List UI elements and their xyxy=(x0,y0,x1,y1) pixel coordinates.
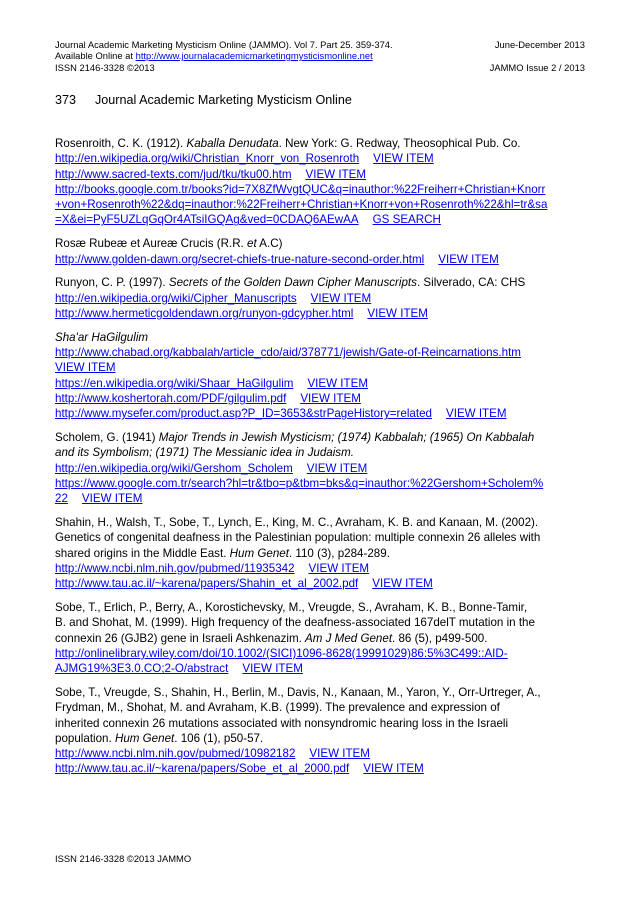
available-prefix: Available Online at xyxy=(55,50,136,61)
reference-text: . 106 (1), p50-57. xyxy=(174,731,264,745)
reference-entry xyxy=(55,430,605,506)
reference-url-link[interactable]: http://en.wikipedia.org/wiki/Christian_Knorr_von_Rosenroth xyxy=(55,152,360,166)
reference-url-link[interactable]: http://www.ncbi.nlm.nih.gov/pubmed/11935342 xyxy=(55,561,295,575)
availability-line xyxy=(55,50,585,61)
reference-line xyxy=(55,391,605,406)
reference-line xyxy=(55,167,605,182)
reference-text: Sobe, T., Vreugde, S., Shahin, H., Berlin, M., Davis, N., Kanaan, M., Yaron, Y., Orr-Urtreger, A., xyxy=(55,686,541,699)
reference-line xyxy=(55,700,605,715)
reference-url-link[interactable]: http://www.chabad.org/kabbalah/article_cdo/aid/378771/jewish/Gate-of-Reincarnations.htm xyxy=(55,346,521,360)
reference-line xyxy=(55,406,605,421)
reference-text: Frydman, M., Shohat, M. and Avraham, K.B. (1999). The prevalence and expression of xyxy=(55,701,500,715)
reference-line xyxy=(55,476,605,491)
reference-url-link[interactable]: AJMG19%3E3.0.CO;2-O/abstract xyxy=(55,662,229,676)
reference-line xyxy=(55,561,605,576)
reference-text: shared origins in the Middle East. xyxy=(55,546,230,560)
reference-line xyxy=(55,275,605,290)
reference-italic-text: Am J Med Genet xyxy=(305,631,393,645)
reference-entry xyxy=(55,236,605,267)
view-item-link[interactable]: VIEW ITEM xyxy=(305,167,367,181)
reference-line xyxy=(55,631,605,646)
reference-text: B. and Shohat, M. (1999). High frequency of the deafness-associated 167delT mutation in the xyxy=(55,616,535,630)
page-footer: ISSN 2146-3328 ©2013 JAMMO xyxy=(55,853,192,864)
issn-text: ISSN 2146-3328 ©2013 xyxy=(55,62,155,73)
reference-list xyxy=(55,136,605,785)
reference-entry xyxy=(55,515,605,591)
reference-line xyxy=(55,376,605,391)
reference-italic-text: Kaballa Denudata xyxy=(186,137,279,150)
reference-italic-text: Hum Genet xyxy=(114,731,175,745)
reference-line xyxy=(55,530,605,545)
running-header xyxy=(55,39,585,50)
reference-url-link[interactable]: http://onlinelibrary.wiley.com/doi/10.1002/(SICI)1096-8628(19991029)86:5%3C499::AID- xyxy=(55,646,508,660)
reference-text: Scholem, G. (1941) xyxy=(55,431,159,445)
reference-line xyxy=(55,252,605,267)
page-number: 373 xyxy=(55,93,77,107)
reference-url-link[interactable]: http://www.tau.ac.il/~karena/papers/Shahin_et_al_2002.pdf xyxy=(55,577,359,591)
reference-line xyxy=(55,212,605,227)
reference-line xyxy=(55,546,605,561)
reference-line xyxy=(55,576,605,591)
reference-italic-text: Secrets of the Golden Dawn Cipher Manuscripts xyxy=(168,276,417,290)
reference-url-link[interactable]: http://www.koshertorah.com/PDF/gilgulim.pdf xyxy=(55,391,287,405)
reference-entry xyxy=(55,330,605,422)
reference-line xyxy=(55,136,605,151)
view-item-link[interactable]: VIEW ITEM xyxy=(308,561,370,575)
view-item-link[interactable]: VIEW ITEM xyxy=(300,391,361,405)
reference-line xyxy=(55,430,605,445)
reference-line xyxy=(55,615,605,630)
reference-line xyxy=(55,182,605,197)
reference-entry xyxy=(55,600,605,676)
reference-text: . 86 (5), p499-500. xyxy=(392,631,488,645)
reference-line xyxy=(55,685,605,700)
reference-italic-text: Sha'ar HaGilgulim xyxy=(55,330,149,344)
reference-italic-text: Hum Genet xyxy=(229,546,289,560)
view-item-link[interactable]: VIEW ITEM xyxy=(445,407,507,421)
reference-text: . 110 (3), p284-289. xyxy=(288,546,390,560)
reference-url-link[interactable]: http://www.ncbi.nlm.nih.gov/pubmed/10982182 xyxy=(55,747,296,761)
view-item-link[interactable]: VIEW ITEM xyxy=(373,152,434,166)
view-item-link[interactable]: VIEW ITEM xyxy=(309,747,370,761)
view-item-link[interactable]: VIEW ITEM xyxy=(438,252,499,266)
reference-entry xyxy=(55,275,605,321)
view-item-link[interactable]: VIEW ITEM xyxy=(367,306,428,320)
reference-line xyxy=(55,236,605,251)
reference-text: Runyon, C. P. (1997). xyxy=(55,276,169,290)
reference-line xyxy=(55,661,605,676)
reference-url-link[interactable]: http://www.mysefer.com/product.asp?P_ID=3653&strPageHistory=related xyxy=(55,407,432,421)
reference-url-link[interactable]: https://en.wikipedia.org/wiki/Shaar_HaGilgulim xyxy=(55,376,294,390)
reference-text: Rosenroith, C. K. (1912). xyxy=(55,137,187,150)
journal-line: Journal Academic Marketing Mysticism Online (JAMMO). Vol 7. Part 25. 359-374. xyxy=(55,39,393,50)
view-item-link[interactable]: VIEW ITEM xyxy=(81,492,143,506)
reference-text: inherited connexin 26 mutations associated with nonsyndromic hearing loss in the Israeli xyxy=(55,716,509,730)
reference-text: . New York: G. Redway, Theosophical Pub. Co. xyxy=(278,137,521,150)
reference-entry xyxy=(55,136,605,228)
reference-url-link[interactable]: +von+Rosenroth%22&dq=inauthor:%22Freiherr+Christian+Knorr+von+Rosenroth%22&hl=tr&sa xyxy=(55,198,548,212)
reference-italic-text: and its Symbolism; (1971) The Messianic idea in Judaism. xyxy=(55,446,354,460)
journal-url-link[interactable]: http://www.journalacademicmarketingmysticismonline.net xyxy=(135,50,373,61)
reference-url-link[interactable]: =X&ei=PyF5UZLqGqOr4ATsiIGQAg&ved=0CDAQ6AEwAA xyxy=(55,213,359,227)
reference-line xyxy=(55,600,605,615)
reference-text: Sobe, T., Erlich, P., Berry, A., Korostichevsky, M., Vreugde, S., Avraham, K. B., Bonne-Tamir, xyxy=(55,601,528,615)
reference-line xyxy=(55,345,605,360)
view-item-link[interactable]: VIEW ITEM xyxy=(310,291,372,305)
reference-line xyxy=(55,746,605,761)
reference-entry xyxy=(55,685,605,777)
view-item-link[interactable]: VIEW ITEM xyxy=(242,662,303,676)
issue-number: JAMMO Issue 2 / 2013 xyxy=(489,62,585,73)
reference-text: Rosæ Rubeæ et Aureæ Crucis (R.R. xyxy=(55,237,248,251)
reference-text: Genetics of congenital deafness in the Palestinian population: multiple connexin 26 alleles with xyxy=(55,531,541,545)
reference-url-link[interactable]: http://books.google.com.tr/books?id=7X8ZfWvgtQUC&q=inauthor:%22Freiherr+Christian+Knorr xyxy=(55,182,546,196)
view-item-link[interactable]: VIEW ITEM xyxy=(372,577,433,591)
view-item-link[interactable]: VIEW ITEM xyxy=(307,376,368,390)
reference-url-link[interactable]: http://www.sacred-texts.com/jud/tku/tku00.htm xyxy=(55,167,292,181)
reference-line xyxy=(55,306,605,321)
issn-line xyxy=(55,62,585,73)
reference-line xyxy=(55,515,605,530)
reference-line xyxy=(55,445,605,460)
page-title-row xyxy=(55,93,352,107)
view-item-link[interactable]: VIEW ITEM xyxy=(363,762,424,776)
view-item-link[interactable]: VIEW ITEM xyxy=(55,361,116,375)
reference-url-link[interactable]: http://www.golden-dawn.org/secret-chiefs-true-nature-second-order.html xyxy=(55,252,425,266)
reference-url-link[interactable]: http://www.tau.ac.il/~karena/papers/Sobe_et_al_2000.pdf xyxy=(55,762,350,776)
reference-text: connexin 26 (GJB2) gene in Israeli Ashkenazim. xyxy=(55,631,306,645)
reference-text: Shahin, H., Walsh, T., Sobe, T., Lynch, E., King, M. C., Avraham, K. B. and Kanaan, M. (2002). xyxy=(55,516,539,530)
reference-line xyxy=(55,291,605,306)
reference-text: population. xyxy=(55,731,115,745)
reference-url-link[interactable]: 22 xyxy=(55,492,68,506)
reference-line xyxy=(55,491,605,506)
page-title: Journal Academic Marketing Mysticism Online xyxy=(95,93,352,107)
reference-line xyxy=(55,330,605,345)
reference-line xyxy=(55,151,605,166)
reference-url-link[interactable]: http://en.wikipedia.org/wiki/Gershom_Scholem xyxy=(55,461,293,475)
reference-text: . Silverado, CA: CHS xyxy=(416,276,526,290)
reference-line xyxy=(55,716,605,731)
reference-line xyxy=(55,761,605,776)
reference-line xyxy=(55,197,605,212)
view-item-link[interactable]: VIEW ITEM xyxy=(306,461,368,475)
reference-line xyxy=(55,646,605,661)
reference-text: A.C) xyxy=(256,237,283,251)
reference-url-link[interactable]: http://www.hermeticgoldendawn.org/runyon-gdcypher.html xyxy=(55,306,354,320)
reference-italic-text: Major Trends in Jewish Mysticism; (1974) Kabbalah; (1965) On Kabbalah xyxy=(158,431,535,445)
reference-line xyxy=(55,461,605,476)
reference-url-link[interactable]: https://www.google.com.tr/search?hl=tr&tbo=p&tbm=bks&q=inauthor:%22Gershom+Scholem% xyxy=(55,476,544,490)
gs-search-link[interactable]: GS SEARCH xyxy=(372,213,441,227)
reference-url-link[interactable]: http://en.wikipedia.org/wiki/Cipher_Manuscripts xyxy=(55,291,297,305)
reference-italic-text: et xyxy=(247,237,257,251)
reference-line xyxy=(55,731,605,746)
issue-date: June-December 2013 xyxy=(494,39,585,50)
reference-line xyxy=(55,360,605,375)
